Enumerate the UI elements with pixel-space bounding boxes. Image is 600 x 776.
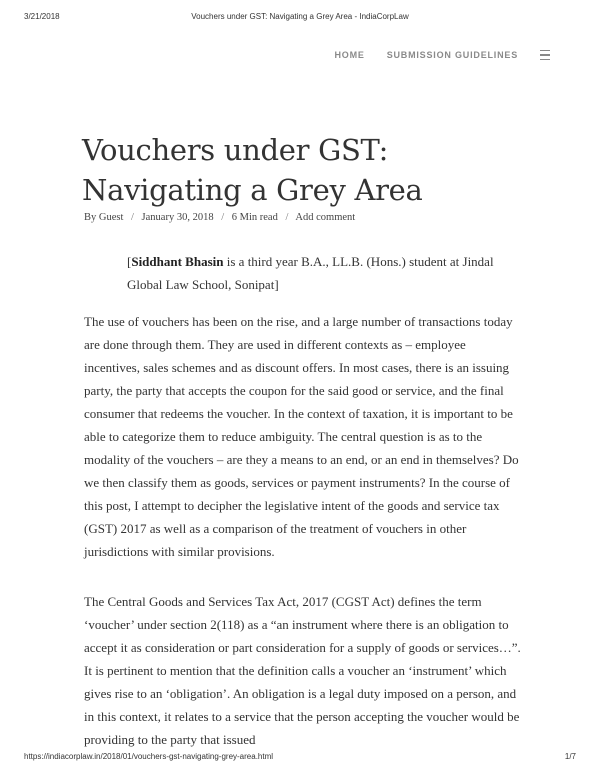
author-bio bbox=[127, 250, 527, 296]
hamburger-menu-icon[interactable] bbox=[540, 49, 550, 61]
article-meta bbox=[84, 212, 355, 223]
nav-submission-guidelines-link[interactable]: SUBMISSION GUIDELINES bbox=[386, 50, 518, 60]
print-header bbox=[24, 12, 576, 24]
read-time: 6 Min read bbox=[231, 212, 278, 223]
top-navigation bbox=[312, 47, 550, 63]
meta-separator: / bbox=[221, 212, 225, 223]
print-footer bbox=[24, 752, 576, 764]
page-number: 1/7 bbox=[564, 752, 576, 761]
author-name: Siddhant Bhasin bbox=[131, 254, 224, 269]
meta-separator: / bbox=[131, 212, 134, 223]
author-link[interactable]: By Guest bbox=[84, 212, 124, 223]
print-url: https://indiacorplaw.in/2018/01/vouchers-gst-navigating-grey-area.html bbox=[24, 752, 274, 761]
article-paragraph-1: The use of vouchers has been on the rise, and a large number of transactions today are done through them. They are used in different contexts as – employee incentives, sales schemes and as discount offers. In most cases, there is an issuing party, the party that accepts the coupon for the said good or service, and the final consumer that redeems the voucher. In the context of taxation, it is important to be able to categorize them to reduce ambiguity. The central question is as to the modality of the vouchers – are they a means to an end, or an end in themselves? Do we then classify them as goods, services or payment instruments? In the course of this post, I attempt to decipher the legislative intent of the goods and service tax (GST) 2017 as well as a comparison of the treatment of vouchers in other jurisdictions with similar provisions. bbox=[84, 314, 519, 559]
print-page-title: Vouchers under GST: Navigating a Grey Area - IndiaCorpLaw bbox=[191, 12, 409, 21]
bio-open-bracket: [ bbox=[127, 254, 132, 269]
article-title: Vouchers under GST: Navigating a Grey Area bbox=[82, 133, 423, 207]
nav-home-link[interactable]: HOME bbox=[334, 50, 365, 60]
article-paragraph-2: The Central Goods and Services Tax Act, 2017 (CGST Act) defines the term ‘voucher’ under section 2(118) as a “an instrument where there is an obligation to accept it as consideration or part consideration for a supply of goods or services…”. It is pertinent to mention that the definition calls a voucher an ‘instrument’ which gives rise to an ‘obligation’. An obligation is a legal duty imposed on a person, and in this context, it relates to a service that the person accepting the voucher would be providing to the party that issued bbox=[84, 594, 521, 747]
print-date: 3/21/2018 bbox=[24, 12, 60, 21]
bio-text: is a third year B.A., LL.B. (Hons.) student at Jindal Global Law School, Sonipat] bbox=[127, 254, 494, 292]
add-comment-link[interactable]: Add comment bbox=[295, 212, 356, 223]
publish-date-link[interactable]: January 30, 2018 bbox=[141, 212, 214, 223]
meta-separator: / bbox=[285, 212, 289, 223]
